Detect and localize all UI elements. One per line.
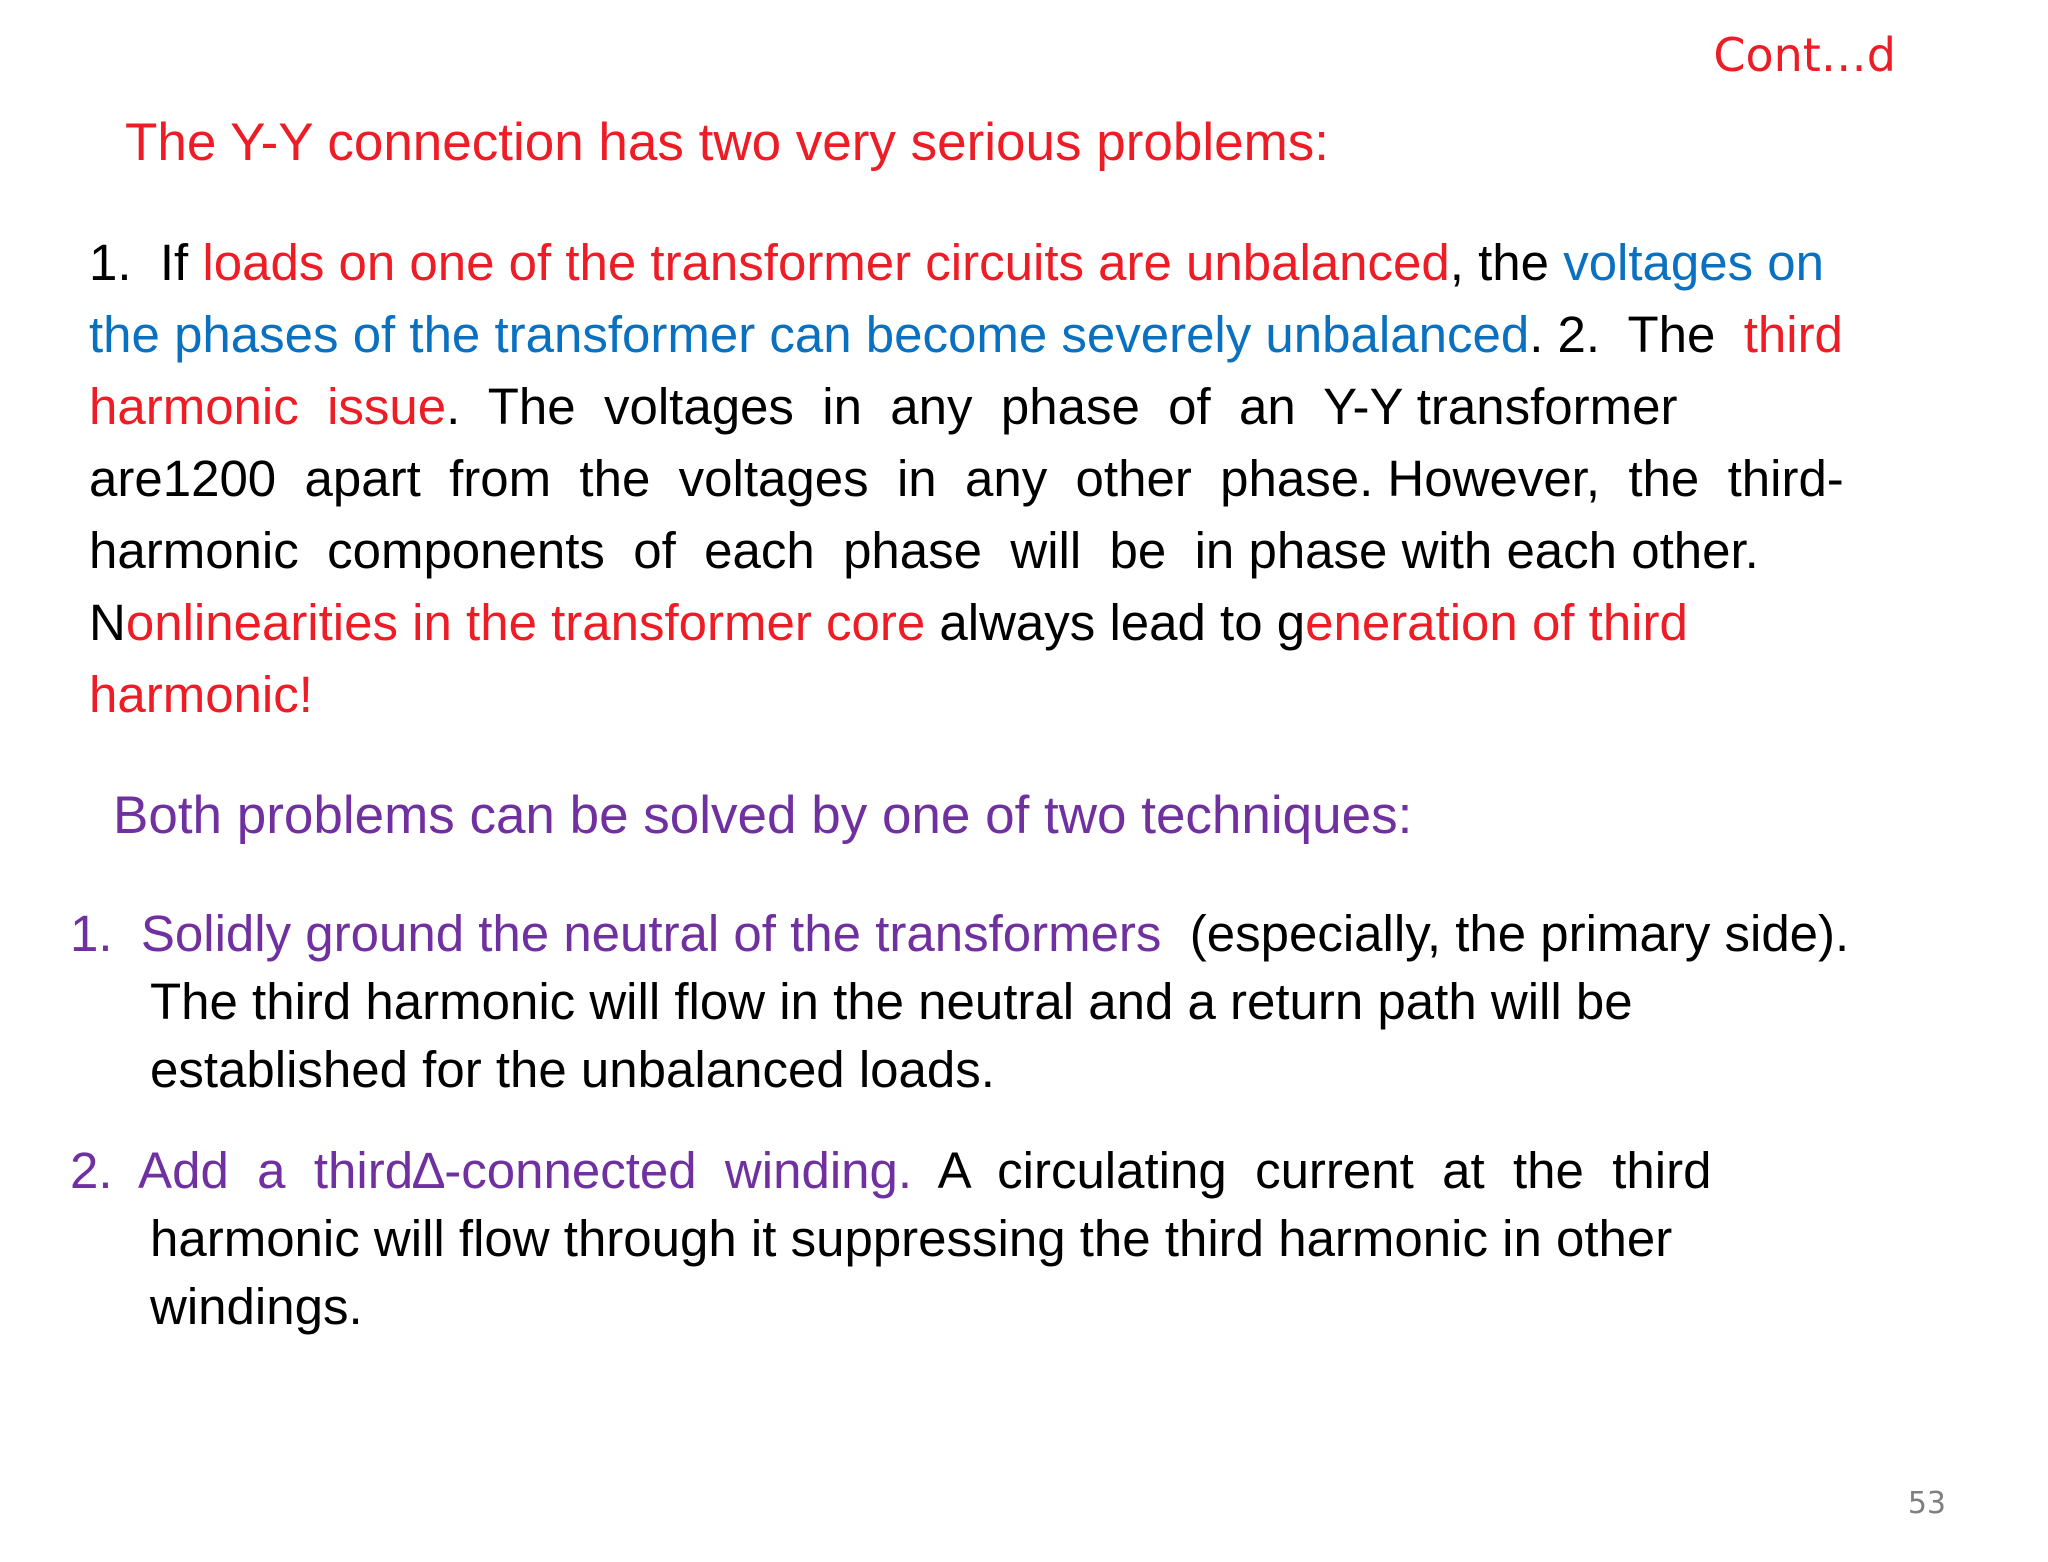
solution-1-line-2: The third harmonic will flow in the neutral and a return path will be [150,973,1633,1030]
problems-line-1: 1. If loads on one of the transformer circuits are unbalanced, the voltages on [89,234,1825,291]
page-number: 53 [1907,1486,1946,1521]
solution-2-title: 2. Add a third∆-connected winding. [70,1142,913,1199]
solution-1-title: 1. Solidly ground the neutral of the transformers [70,905,1162,962]
problems-line-6: Nonlinearities in the transformer core always lead to generation of third [89,594,1688,651]
continued-label: Cont…d [1713,28,1896,82]
solution-2-line-2: harmonic will flow through it suppressing the third harmonic in other [150,1210,1673,1267]
problems-paragraph [89,227,1969,731]
solution-2-line-3: windings. [150,1278,363,1335]
problems-line-4: are1200 apart from the voltages in any other phase. However, the third- [89,450,1844,507]
problems-heading: The Y-Y connection has two very serious problems: [125,113,1329,172]
problems-line-2: the phases of the transformer can become severely unbalanced. 2. The third [89,306,1843,363]
solution-item-1: 1. Solidly ground the neutral of the transformers (especially, the primary side). The third harmonic will flow in the neutral and a return path will be established for the unbalanced loads. [70,900,1849,1104]
solution-1-line-3: established for the unbalanced loads. [150,1041,995,1098]
solution-item-2: 2. Add a third∆-connected winding. A circulating current at the third harmonic will flow through it suppressing the third harmonic in other windings. [70,1137,1711,1341]
problems-line-7: harmonic! [89,666,313,723]
solutions-heading: Both problems can be solved by one of two techniques: [113,786,1413,845]
problems-line-3: harmonic issue. The voltages in any phase of an Y-Y transformer [89,378,1678,435]
problems-line-5: harmonic components of each phase will be in phase with each other. [89,522,1759,579]
